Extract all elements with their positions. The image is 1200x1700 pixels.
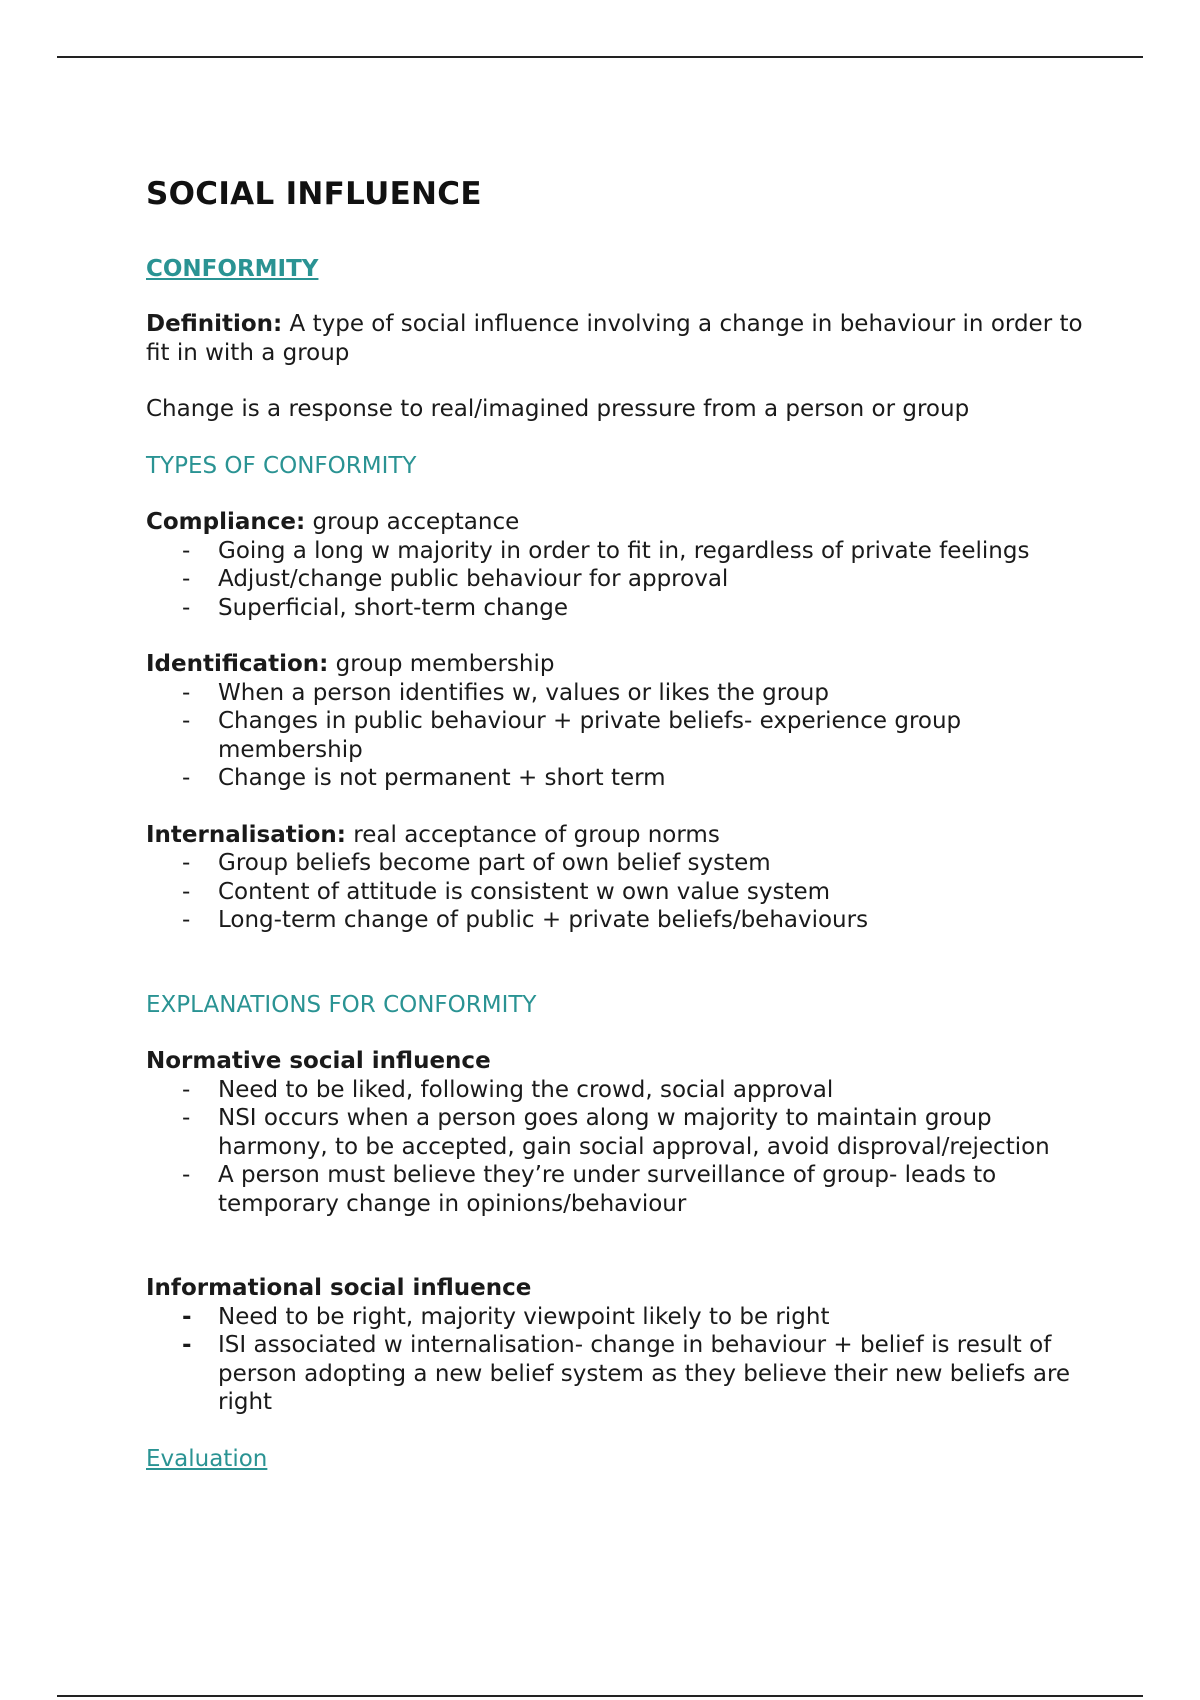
document-body	[146, 176, 1086, 1473]
definition-text: A type of social influence involving a change in behaviour in order to fit in with a group	[146, 311, 1083, 366]
list-item: - Need to be right, majority viewpoint likely to be right	[146, 1303, 1086, 1332]
definition-paragraph	[146, 310, 1086, 367]
type-internalisation	[146, 821, 1086, 850]
list-item: - Need to be liked, following the crowd, social approval	[146, 1076, 1086, 1105]
definition-label: Definition:	[146, 311, 283, 337]
explanations-heading: EXPLANATIONS FOR CONFORMITY	[146, 991, 537, 1018]
internalisation-points	[146, 849, 1086, 935]
list-item: - A person must believe they’re under surveillance of group- leads to temporary change in opinions/behaviour	[146, 1161, 1086, 1218]
informational-points	[146, 1303, 1086, 1417]
explanation-informational-heading: Informational social influence	[146, 1275, 532, 1301]
list-item: - ISI associated w internalisation- change in behaviour + belief is result of person adopting a new belief system as they believe their new beliefs are right	[146, 1331, 1086, 1417]
type-identification	[146, 650, 1086, 679]
type-summary: group membership	[328, 651, 555, 677]
change-note: Change is a response to real/imagined pressure from a person or group	[146, 396, 970, 422]
bottom-rule	[57, 1695, 1143, 1697]
evaluation-link[interactable]: Evaluation	[146, 1445, 268, 1472]
normative-points	[146, 1076, 1086, 1219]
type-compliance	[146, 508, 1086, 537]
list-item: - Group beliefs become part of own belief system	[146, 849, 1086, 878]
list-item: - Superficial, short-term change	[146, 594, 1086, 623]
list-item: - Change is not permanent + short term	[146, 764, 1086, 793]
list-item: - When a person identifies w, values or likes the group	[146, 679, 1086, 708]
page-title: SOCIAL INFLUENCE	[146, 176, 482, 212]
identification-points	[146, 679, 1086, 793]
list-item: - Content of attitude is consistent w own value system	[146, 878, 1086, 907]
list-item: - NSI occurs when a person goes along w majority to maintain group harmony, to be accepted, gain social approval, avoid disproval/rejection	[146, 1104, 1086, 1161]
list-item: - Long-term change of public + private beliefs/behaviours	[146, 906, 1086, 935]
list-item: - Changes in public behaviour + private beliefs- experience group membership	[146, 707, 1086, 764]
explanation-normative-heading: Normative social influence	[146, 1048, 491, 1074]
type-label: Compliance:	[146, 509, 306, 535]
type-label: Identification:	[146, 651, 329, 677]
section-heading-conformity: CONFORMITY	[146, 256, 319, 282]
list-item: - Adjust/change public behaviour for approval	[146, 565, 1086, 594]
type-label: Internalisation:	[146, 821, 346, 848]
type-summary: real acceptance of group norms	[346, 821, 720, 848]
type-summary: group acceptance	[305, 509, 520, 535]
top-rule	[57, 56, 1143, 58]
list-item: - Going a long w majority in order to fit in, regardless of private feelings	[146, 537, 1086, 566]
types-heading: TYPES OF CONFORMITY	[146, 452, 417, 479]
compliance-points	[146, 537, 1086, 623]
